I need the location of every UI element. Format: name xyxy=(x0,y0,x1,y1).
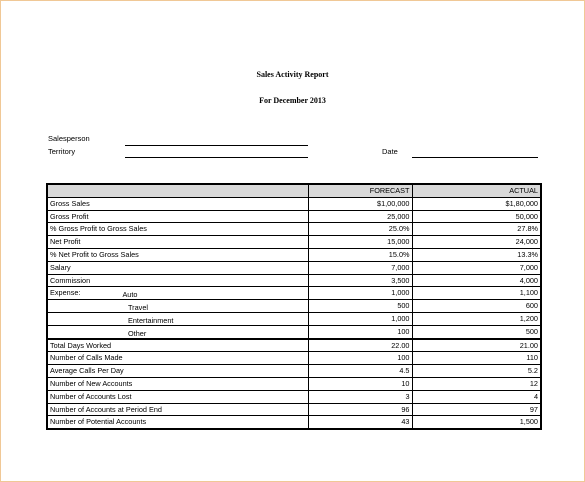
row-label: Commission xyxy=(50,275,91,285)
actual-value: 13.3% xyxy=(412,248,541,261)
actual-value: 110 xyxy=(412,352,541,365)
forecast-value: 4.5 xyxy=(308,365,412,378)
row-label-cell xyxy=(47,300,308,313)
table-row xyxy=(47,248,541,261)
actual-value: 50,000 xyxy=(412,210,541,223)
row-label: Number of Accounts at Period End xyxy=(50,404,162,414)
row-label: Number of Potential Accounts xyxy=(50,417,147,427)
table-row xyxy=(47,339,541,352)
table-row xyxy=(47,312,541,325)
row-label-cell xyxy=(47,248,308,261)
salesperson-field[interactable] xyxy=(125,145,308,146)
table-row xyxy=(47,377,541,390)
row-label: Salary xyxy=(50,262,71,272)
territory-label: Territory xyxy=(48,147,76,156)
row-label: Number of Accounts Lost xyxy=(50,391,132,401)
actual-value: 600 xyxy=(412,300,541,313)
actual-value: $1,80,000 xyxy=(412,197,541,210)
forecast-value: 15.0% xyxy=(308,248,412,261)
table-row xyxy=(47,197,541,210)
forecast-value: 100 xyxy=(308,352,412,365)
table-header-row xyxy=(47,184,541,197)
expense-subcategory: Other xyxy=(128,328,147,338)
report-subtitle: For December 2013 xyxy=(259,96,326,105)
actual-value: 1,200 xyxy=(412,312,541,325)
forecast-value: 7,000 xyxy=(308,261,412,274)
territory-field[interactable] xyxy=(125,157,308,158)
table-row xyxy=(47,300,541,313)
forecast-value: 96 xyxy=(308,403,412,416)
table-row xyxy=(47,210,541,223)
forecast-value: 25.0% xyxy=(308,223,412,236)
table-row xyxy=(47,390,541,403)
row-label: Expense: xyxy=(50,288,81,298)
forecast-value: 25,000 xyxy=(308,210,412,223)
row-label: Gross Profit xyxy=(50,211,89,221)
row-label: Number of New Accounts xyxy=(50,378,133,388)
forecast-value: 1,000 xyxy=(308,312,412,325)
table-row xyxy=(47,274,541,287)
row-label-cell xyxy=(47,403,308,416)
row-label-cell xyxy=(47,390,308,403)
table-row xyxy=(47,236,541,249)
actual-value: 4 xyxy=(412,390,541,403)
row-label-cell xyxy=(47,365,308,378)
forecast-value: 3,500 xyxy=(308,274,412,287)
row-label: Gross Sales xyxy=(50,198,90,208)
table-row xyxy=(47,403,541,416)
actual-value: 27.8% xyxy=(412,223,541,236)
forecast-value: 15,000 xyxy=(308,236,412,249)
row-label-cell xyxy=(47,377,308,390)
row-label: Number of Calls Made xyxy=(50,353,123,363)
date-field[interactable] xyxy=(412,157,538,158)
column-header-label xyxy=(47,184,308,197)
forecast-value: 10 xyxy=(308,377,412,390)
expense-subcategory: Auto xyxy=(122,290,138,300)
actual-value: 21.00 xyxy=(412,339,541,352)
row-label-cell xyxy=(47,352,308,365)
row-label: Net Profit xyxy=(50,237,81,247)
forecast-value: 500 xyxy=(308,300,412,313)
forecast-value: $1,00,000 xyxy=(308,197,412,210)
actual-value: 12 xyxy=(412,377,541,390)
actual-value: 4,000 xyxy=(412,274,541,287)
row-label: % Gross Profit to Gross Sales xyxy=(50,224,147,234)
forecast-value: 22.00 xyxy=(308,339,412,352)
row-label-cell xyxy=(47,287,308,300)
expense-subcategory: Travel xyxy=(128,303,149,313)
table-row xyxy=(47,365,541,378)
actual-value: 1,500 xyxy=(412,416,541,429)
forecast-value: 43 xyxy=(308,416,412,429)
table-row xyxy=(47,416,541,429)
actual-value: 1,100 xyxy=(412,287,541,300)
column-header-actual: ACTUAL xyxy=(412,184,541,197)
forecast-value: 100 xyxy=(308,325,412,338)
row-label-cell xyxy=(47,261,308,274)
forecast-value: 3 xyxy=(308,390,412,403)
row-label-cell xyxy=(47,325,308,338)
column-header-forecast: FORECAST xyxy=(308,184,412,197)
actual-value: 500 xyxy=(412,325,541,338)
report-title: Sales Activity Report xyxy=(256,70,329,79)
sales-activity-table xyxy=(46,183,542,430)
salesperson-label: Salesperson xyxy=(48,134,90,143)
expense-subcategory: Entertainment xyxy=(128,315,174,325)
row-label: Average Calls Per Day xyxy=(50,366,124,376)
forecast-value: 1,000 xyxy=(308,287,412,300)
table-row xyxy=(47,261,541,274)
actual-value: 7,000 xyxy=(412,261,541,274)
date-label: Date xyxy=(382,147,398,156)
row-label-cell xyxy=(47,236,308,249)
table-row xyxy=(47,287,541,300)
row-label-cell xyxy=(47,312,308,325)
row-label-cell xyxy=(47,197,308,210)
actual-value: 97 xyxy=(412,403,541,416)
row-label-cell xyxy=(47,223,308,236)
table-row xyxy=(47,223,541,236)
row-label-cell xyxy=(47,416,308,429)
row-label-cell xyxy=(47,339,308,352)
actual-value: 5.2 xyxy=(412,365,541,378)
row-label-cell xyxy=(47,274,308,287)
row-label-cell xyxy=(47,210,308,223)
table-row xyxy=(47,325,541,338)
row-label: % Net Profit to Gross Sales xyxy=(50,249,139,259)
table-row xyxy=(47,352,541,365)
row-label: Total Days Worked xyxy=(50,340,112,350)
actual-value: 24,000 xyxy=(412,236,541,249)
